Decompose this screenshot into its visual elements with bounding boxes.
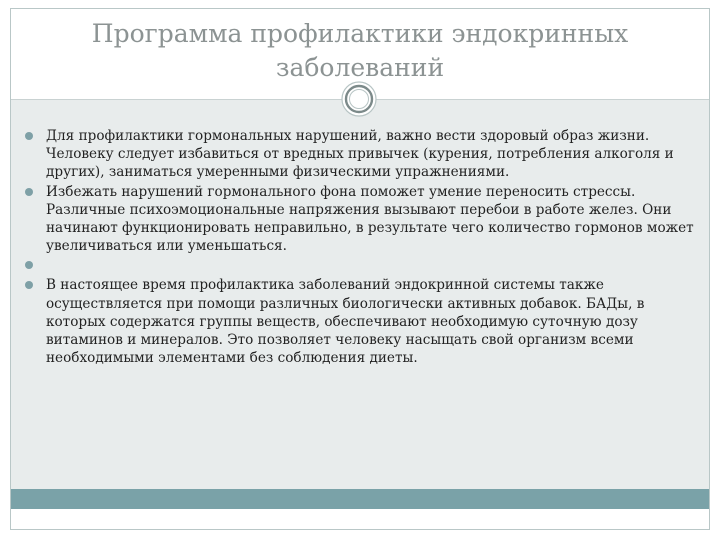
bullet-text: Избежать нарушений гормонального фона поможет умение переносить стрессы. Различные психоэмоциональные напряжения вызывают перебои в работе желез. Они начинают функционировать неправильно, в результате чего количество гормонов может увеличиваться или уменьшаться. [46, 183, 694, 255]
bullet-item-empty [19, 256, 699, 274]
bullet-item [19, 183, 699, 256]
circle-ornament-icon [341, 81, 377, 117]
bullet-dot-icon [25, 188, 33, 196]
slide-title: Программа профилактики эндокринных заболеваний [91, 19, 629, 82]
bullet-dot-icon [25, 261, 33, 269]
slide [10, 8, 710, 530]
bullet-dot-icon [25, 281, 33, 289]
bullet-text: Для профилактики гормональных нарушений, важно вести здоровый образ жизни. Человеку следует избавиться от вредных привычек (курения, потребления алкоголя и других), заниматься умеренными физическими упражнениями. [46, 128, 674, 181]
content-area [11, 100, 709, 509]
footer-bar [11, 489, 709, 509]
bullet-item [19, 276, 699, 367]
bullet-dot-icon [25, 132, 33, 140]
bullet-list [19, 127, 699, 368]
bullet-text: В настоящее время профилактика заболеваний эндокринной системы также осуществляется при помощи различных биологически активных добавок. БАДы, в которых содержатся группы веществ, обеспечивают необходимую суточную дозу витаминов и минералов. Это позволяет человеку насыщать свой организм всеми необходимыми элементами без соблюдения диеты. [46, 277, 645, 367]
bullet-item [19, 127, 699, 182]
